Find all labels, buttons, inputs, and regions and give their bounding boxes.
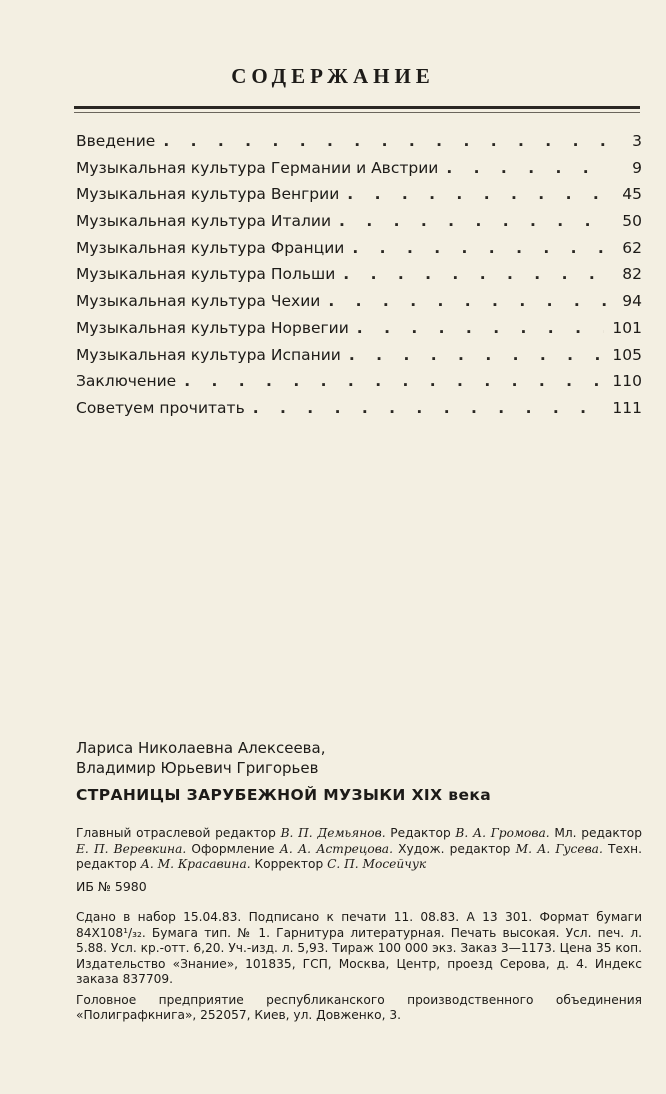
credit-person: М. А. Гусева.	[515, 841, 603, 856]
toc-entry	[76, 185, 642, 212]
credit-label: Оформление	[191, 841, 275, 856]
ib-number: ИБ № 5980	[76, 878, 147, 894]
toc-leader-dots	[446, 159, 608, 177]
imprint	[76, 738, 642, 1024]
printing-house: Головное предприятие республиканского производственного объединения «Полиграфкнига», 252057, Киев, ул. Довженко, 3.	[76, 992, 642, 1022]
toc-entry	[76, 319, 642, 346]
toc-entry	[76, 372, 642, 399]
credit-label: Корректор	[254, 857, 324, 871]
author-name: Владимир Юрьевич Григорьев	[76, 759, 319, 777]
toc-entry-title: Музыкальная культура Италии	[76, 212, 332, 231]
toc-entry-title: Музыкальная культура Венгрии	[76, 185, 340, 204]
print-details: Сдано в набор 15.04.83. Подписано к печати 11. 08.83. А 13 301. Формат бумаги 84X108¹/₃₂. Бумага тип. № 1. Гарнитура литературная. Печать высокая. Усл. печ. л. 5.88. Усл. кр.-отт. 6,20. Уч.-изд. л. 5,93. Тираж 100 000 экз. Заказ 3—1173. Цена 35 коп. Издательство «Знание», 101835, ГСП, Москва, Центр, проезд Серова, д. 4. Индекс заказа 837709.	[76, 910, 642, 986]
toc-leader-dots	[357, 319, 605, 337]
toc-entry-title: Музыкальная культура Германии и Австрии	[76, 158, 439, 177]
toc-leader-dots	[352, 239, 608, 257]
heading-rule-thin	[74, 112, 640, 113]
credit-label: Мл. редактор	[554, 826, 642, 840]
toc-entry-page: 3	[632, 132, 642, 150]
toc-entry-page: 111	[612, 398, 642, 417]
toc-entry-page: 94	[622, 292, 642, 311]
toc-entry	[76, 212, 642, 239]
toc-leader-dots	[343, 265, 608, 283]
book-title: СТРАНИЦЫ ЗАРУБЕЖНОЙ МУЗЫКИ XIX века	[76, 786, 492, 804]
credit-label: Техн. редактор	[76, 841, 643, 871]
toc-entry-title: Музыкальная культура Норвегии	[76, 318, 349, 337]
authors	[76, 738, 642, 778]
credit-person: А. А. Астрецова.	[279, 841, 393, 856]
toc-entry	[76, 239, 642, 266]
toc-entry-page: 105	[612, 345, 642, 364]
editorial-credits	[76, 826, 642, 873]
toc-entry-title: Заключение	[76, 372, 177, 391]
toc-leader-dots	[163, 132, 608, 150]
toc-leader-dots	[347, 185, 608, 203]
toc-entry	[76, 399, 642, 426]
toc-entry	[76, 292, 642, 319]
toc-entry-page: 62	[622, 238, 642, 257]
toc-leader-dots	[349, 346, 605, 364]
toc-entry-title: Музыкальная культура Испании	[76, 345, 341, 364]
toc-entry-title: Музыкальная культура Франции	[76, 238, 345, 257]
author-name: Лариса Николаевна Алексеева,	[76, 739, 326, 757]
credit-person: С. П. Мосейчук	[327, 857, 427, 871]
toc-entry-page: 9	[632, 158, 642, 177]
toc-entry-page: 82	[622, 265, 642, 284]
credit-label: Главный отраслевой редактор	[76, 826, 276, 840]
toc-leader-dots	[253, 399, 605, 417]
credit-person: В. А. Громова.	[455, 826, 550, 840]
credit-person: Е. П. Веревкина.	[76, 841, 187, 856]
toc-entry	[76, 132, 642, 159]
credit-label: Худож. редактор	[398, 841, 511, 856]
toc-entry	[76, 265, 642, 292]
credit-person: А. М. Красавина.	[140, 857, 251, 871]
heading-rule	[74, 106, 640, 109]
toc-entry-page: 110	[612, 372, 642, 391]
toc-entry-title: Введение	[76, 132, 156, 150]
toc-leader-dots	[184, 372, 604, 390]
table-of-contents	[76, 132, 642, 426]
toc-entry-title: Музыкальная культура Польши	[76, 265, 336, 284]
toc-entry-page: 50	[622, 212, 642, 231]
credit-label: Редактор	[390, 826, 451, 840]
toc-entry-page: 101	[612, 318, 642, 337]
toc-entry	[76, 346, 642, 373]
toc-leader-dots	[339, 212, 608, 230]
toc-entry-title: Советуем прочитать	[76, 398, 245, 417]
toc-heading: СОДЕРЖАНИЕ	[231, 64, 435, 88]
toc-leader-dots	[328, 292, 608, 310]
toc-entry-page: 45	[622, 185, 642, 204]
toc-entry	[76, 159, 642, 186]
credit-person: В. П. Демьянов.	[280, 826, 386, 840]
toc-entry-title: Музыкальная культура Чехии	[76, 292, 321, 311]
